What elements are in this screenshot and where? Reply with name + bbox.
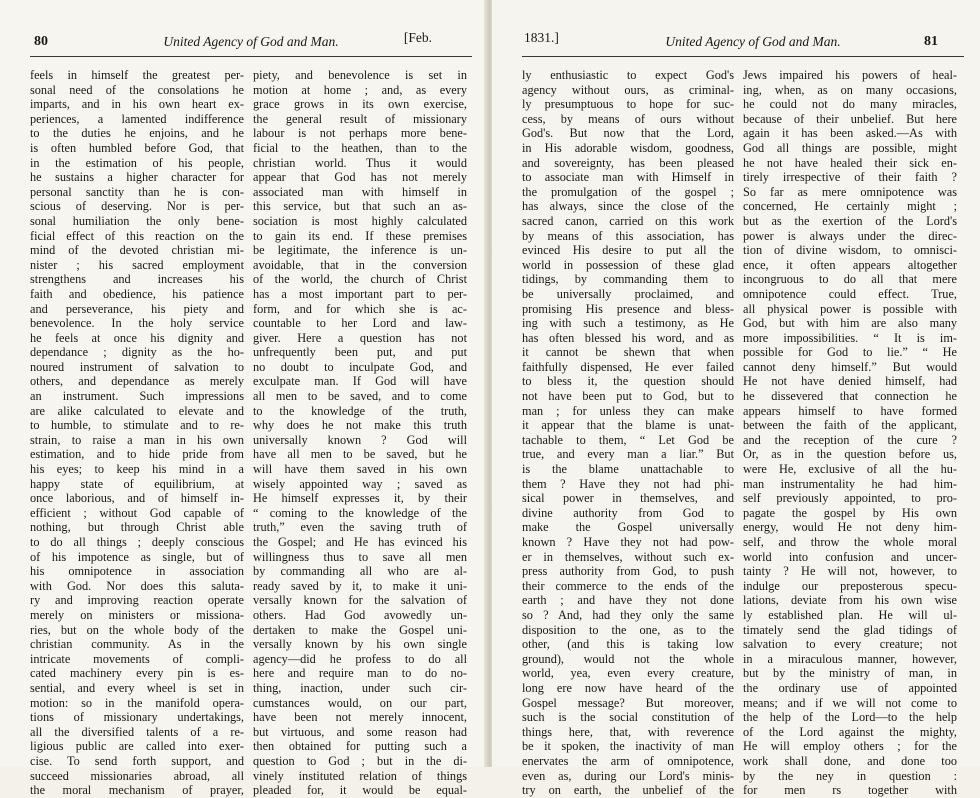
text-line: ficial effect of this reaction on the <box>30 228 244 243</box>
text-line: his eyes; to keep his mind in a <box>30 462 244 477</box>
text-line: agency without ours, as criminal- <box>522 82 734 97</box>
text-line: here and require man to do no- <box>253 666 467 681</box>
text-line: by commanding all who are al- <box>253 564 467 579</box>
text-line: he dissevered that connection he <box>743 389 957 404</box>
text-line: universally known ? God will <box>253 432 467 447</box>
text-line: again it has been asked.—As with <box>743 126 957 141</box>
text-line: imparts, and in his own heart ex- <box>30 97 244 112</box>
text-line: the general result of missionary <box>253 111 467 126</box>
text-line: earth ; and have they not done <box>522 593 734 608</box>
text-line: sacred canon, carried on this work <box>522 213 734 228</box>
text-line: all men to be saved, and to come <box>253 389 467 404</box>
text-line: christian community. As in the <box>30 637 244 652</box>
text-line: in His adorable wisdom, goodness, <box>522 140 734 155</box>
text-line: pagate the gospel by His own <box>743 505 957 520</box>
text-line: He will employ others ; for the <box>743 739 957 754</box>
text-line: pleaded for, it would be equal- <box>253 783 467 798</box>
text-line: this service, but that such an as- <box>253 199 467 214</box>
text-line: will have them saved in his own <box>253 462 467 477</box>
text-line: motion: so in the manifold opera- <box>30 695 244 710</box>
text-line: were He, exclusive of all the hu- <box>743 462 957 477</box>
text-line: more impossibilities. “ It is im- <box>743 330 957 345</box>
text-line: grace grows in its own exercise, <box>253 97 467 112</box>
text-line: has a most important part to per- <box>253 286 467 301</box>
text-line: wisely appointed way ; saved as <box>253 476 467 491</box>
text-line: motion at home ; and, as every <box>253 82 467 97</box>
text-line: he not have healed their sick en- <box>743 155 957 170</box>
text-line: appear that God has not merely <box>253 170 467 185</box>
right-page-column-1 <box>522 68 734 798</box>
text-line: to do all things ; deeply conscious <box>30 535 244 549</box>
text-line: to humble, to stimulate and to re- <box>30 418 244 433</box>
text-line: ly presumptuous to hope for suc- <box>522 97 734 112</box>
text-line: other, (and this is taking low <box>522 637 734 652</box>
text-line: So far as mere omnipotence was <box>743 184 957 199</box>
text-line: it cannot be shewn that when <box>522 345 734 360</box>
text-line: willingness thus to save all men <box>253 549 467 564</box>
text-line: once laborious, and of himself in- <box>30 491 244 506</box>
text-line: of his impotence as single, but of <box>30 549 244 564</box>
text-line: and perseverance, his piety and <box>30 301 244 316</box>
text-line: between the faith of the applicant, <box>743 418 957 433</box>
text-line: of the Lord against the mighty, <box>743 724 957 739</box>
text-line: and the reception of the cure ? <box>743 432 957 447</box>
text-line: in a miraculous manner, however, <box>743 651 957 666</box>
text-line: energy, would He not deny him- <box>743 520 957 535</box>
text-line: world, yea, even every creature, <box>522 666 734 681</box>
text-line: vinely instituted relation of things <box>253 768 467 783</box>
text-line: the help of the Lord—to the help <box>743 710 957 725</box>
text-line: not have been put to God, but to <box>522 389 734 404</box>
text-line: ing with such a testimony, as He <box>522 316 734 331</box>
text-line: ficial to the heathen, than to the <box>253 140 467 155</box>
text-line: press authority from God, to push <box>522 564 734 579</box>
text-line: cise. To send forth support, and <box>30 753 244 768</box>
text-line: God all things are possible, might <box>743 140 957 155</box>
text-line: divine authority from God to <box>522 505 734 520</box>
text-line: indulge our preposterous specu- <box>743 578 957 593</box>
text-line: no doubt to inculpate God, and <box>253 359 467 374</box>
text-line: is the blame unattachable to <box>522 462 734 477</box>
text-line: all physical power is possible with <box>743 301 957 316</box>
text-line: cated machinery every pin is es- <box>30 666 244 681</box>
text-line: countable to her Lord and law- <box>253 316 467 331</box>
text-line: He himself expresses it, by their <box>253 491 467 506</box>
text-line: the ordinary use of appointed <box>743 680 957 695</box>
text-line: to gain its end. If these premises <box>253 228 467 243</box>
text-line: and sovereignty, has been pleased <box>522 155 734 170</box>
text-line: dertaken to make the Gospel uni- <box>253 622 467 637</box>
text-line: er in themselves, without such ex- <box>522 549 734 564</box>
text-line: have been not merely innocent, <box>253 710 467 725</box>
text-line: feels in himself the greatest per- <box>30 68 244 82</box>
text-line: question to God ; but in the di- <box>253 753 467 768</box>
text-line: promising His presence and bless- <box>522 301 734 316</box>
text-line: ries, but on the whole body of the <box>30 622 244 637</box>
text-line: evinced His desire to put all the <box>522 243 734 258</box>
text-line: scious of deserving. Nor is per- <box>30 199 244 214</box>
text-line: the Gospel; and He has evinced his <box>253 535 467 549</box>
text-line: such is the social constitution of <box>522 710 734 725</box>
text-line: nothing, but through Christ able <box>30 520 244 535</box>
text-line: noured instrument of salvation to <box>30 359 244 374</box>
text-line: christian world. Thus it would <box>253 155 467 170</box>
page-number: 81 <box>924 34 938 49</box>
text-line: exculpate man. If God will have <box>253 374 467 389</box>
text-line: personal sanctity than he is con- <box>30 184 244 199</box>
text-line: ry and improving reaction operate <box>30 593 244 608</box>
text-line: piety, and benevolence is set in <box>253 68 467 82</box>
text-line: timately send the glad tidings of <box>743 622 957 637</box>
text-line: has always, since the close of the <box>522 199 734 214</box>
text-line: their commerce to the ends of the <box>522 578 734 593</box>
text-line: mind of the devoted christian mi- <box>30 243 244 258</box>
text-line: self, and throw the whole moral <box>743 535 957 549</box>
text-line: succeed missionaries abroad, all <box>30 768 244 783</box>
text-line: tainty ? He will not, however, to <box>743 564 957 579</box>
text-line: long ere now have heard of the <box>522 680 734 695</box>
text-line: happy state of equilibrium, at <box>30 476 244 491</box>
left-page-column-2 <box>253 68 467 798</box>
text-line: periences, a lamented indifference <box>30 111 244 126</box>
date-tag: [Feb. <box>403 30 432 45</box>
text-line: cannot deny himself.” But would <box>743 359 957 374</box>
text-line: concerned, He certainly might ; <box>743 199 957 214</box>
text-line: unfrequently been put, and put <box>253 345 467 360</box>
text-line: tachable to them, “ Let God be <box>522 432 734 447</box>
text-line: strengthens and increases his <box>30 272 244 287</box>
text-line: dependance ; dignity as the ho- <box>30 345 244 360</box>
text-line: because of their unbelief. But here <box>743 111 957 126</box>
right-page <box>492 0 980 798</box>
text-line: versally known by his own single <box>253 637 467 652</box>
text-line: then obtained for putting such a <box>253 739 467 754</box>
running-title: United Agency of God and Man. <box>665 34 841 49</box>
text-line: ly established plan. He will ul- <box>743 607 957 622</box>
text-line: disposition to the one, as to the <box>522 622 734 637</box>
text-line: sociation is most highly calculated <box>253 213 467 228</box>
text-line: ready saved by it, to make it uni- <box>253 578 467 593</box>
text-line: why does he not make this truth <box>253 418 467 433</box>
header-rule <box>30 56 472 57</box>
text-line: God, but with him are also many <box>743 316 957 331</box>
text-line: he could not do many miracles, <box>743 97 957 112</box>
text-line: with God. Nor does this saluta- <box>30 578 244 593</box>
text-line: his omnipotence in association <box>30 564 244 579</box>
text-line: man ; for unless they can make <box>522 403 734 418</box>
text-line: but virtuous, and some reason had <box>253 724 467 739</box>
text-line: for men rs together with <box>743 783 957 798</box>
text-line: known ? Have they not had pow- <box>522 535 734 549</box>
text-line: sonal need of the consolations he <box>30 82 244 97</box>
text-line: God's. But now that the Lord, <box>522 126 734 141</box>
text-line: try on earth, the unbelief of the <box>522 783 734 798</box>
left-page-column-1 <box>30 68 244 798</box>
text-line: agency—did he profess to do all <box>253 651 467 666</box>
text-line: Jews impaired his powers of heal- <box>743 68 957 82</box>
text-line: all the diversified talents of a re- <box>30 724 244 739</box>
text-line: it appear that the blame is unat- <box>522 418 734 433</box>
text-line: an instrument. Such impressions <box>30 389 244 404</box>
text-line: but as the exertion of the Lord's <box>743 213 957 228</box>
text-line: are alike calculated to elevate and <box>30 403 244 418</box>
text-line: ground), would not the whole <box>522 651 734 666</box>
text-line: omnipotence could effect. True, <box>743 286 957 301</box>
text-line: estimation, and to hide pride from <box>30 447 244 462</box>
text-line: he sustains a higher character for <box>30 170 244 185</box>
running-title: United Agency of God and Man. <box>163 34 339 49</box>
text-line: ing, when, as on many occasions, <box>743 82 957 97</box>
text-line: associated man with himself in <box>253 184 467 199</box>
text-line: to bless it, the question should <box>522 374 734 389</box>
text-line: nister ; his sacred employment <box>30 257 244 272</box>
text-line: ence, it often appears altogether <box>743 257 957 272</box>
date-tag: 1831.] <box>524 30 559 45</box>
text-line: to associate man with Himself in <box>522 170 734 185</box>
text-line: so ? And, had they only the same <box>522 607 734 622</box>
text-line: by means of this association, has <box>522 228 734 243</box>
right-page-header <box>522 30 964 54</box>
text-line: faith and obedience, his patience <box>30 286 244 301</box>
text-line: be universally proclaimed, and <box>522 286 734 301</box>
text-line: self previously appointed, to pro- <box>743 491 957 506</box>
text-line: salvation to every creature; not <box>743 637 957 652</box>
text-line: strain, to raise a man in his own <box>30 432 244 447</box>
text-line: he feels at once his dignity and <box>30 330 244 345</box>
text-line: of the world, the church of Christ <box>253 272 467 287</box>
text-line: power is always under the direc- <box>743 228 957 243</box>
text-line: true, and every man a liar.” But <box>522 447 734 462</box>
text-line: enervates the arm of omnipotence, <box>522 753 734 768</box>
text-line: labour is not perhaps more bene- <box>253 126 467 141</box>
text-line: sical power in themselves, and <box>522 491 734 506</box>
left-page-header <box>30 30 472 54</box>
text-line: benevolence. In the holy service <box>30 316 244 331</box>
text-line: tion of divine wisdom, to omnisci- <box>743 243 957 258</box>
text-line: them ? Have they not had phi- <box>522 476 734 491</box>
text-line: means; and if we will not come to <box>743 695 957 710</box>
left-page <box>0 0 488 798</box>
text-line: possible for God to lie.” “ He <box>743 345 957 360</box>
text-line: tions of missionary undertakings, <box>30 710 244 725</box>
text-line: is often humbled before God, that <box>30 140 244 155</box>
text-line: have all men to be saved, but he <box>253 447 467 462</box>
text-line: world into confusion and uncer- <box>743 549 957 564</box>
text-line: but by the ministry of man, in <box>743 666 957 681</box>
text-line: Or, as in the question before us, <box>743 447 957 462</box>
text-line: cumstances would, on our part, <box>253 695 467 710</box>
text-line: make the Gospel universally <box>522 520 734 535</box>
text-line: He not have denied himself, had <box>743 374 957 389</box>
text-line: things here, that, with reverence <box>522 724 734 739</box>
text-line: “ coming to the knowledge of the <box>253 505 467 520</box>
text-line: truth,” even the saving truth of <box>253 520 467 535</box>
text-line: versally known for the salvation of <box>253 593 467 608</box>
page-number: 80 <box>34 34 48 49</box>
text-line: faithfully dispensed, He ever failed <box>522 359 734 374</box>
text-line: lations, deviate from his own wise <box>743 593 957 608</box>
text-line: has often blessed his word, and as <box>522 330 734 345</box>
text-line: even as, during our Lord's minis- <box>522 768 734 783</box>
text-line: ligious public are called into exer- <box>30 739 244 754</box>
text-line: merely on ministers or missiona- <box>30 607 244 622</box>
header-rule <box>522 56 964 57</box>
text-line: appears himself to have formed <box>743 403 957 418</box>
text-line: incongruous to do all that mere <box>743 272 957 287</box>
text-line: Gospel message? But moreover, <box>522 695 734 710</box>
text-line: the moral mechanism of prayer, <box>30 783 244 798</box>
text-line: to the duties he enjoins, and he <box>30 126 244 141</box>
text-line: by the ney in question : <box>743 768 957 783</box>
text-line: be it spoken, the inactivity of man <box>522 739 734 754</box>
text-line: others, and dependance as merely <box>30 374 244 389</box>
text-line: intricate movements of compli- <box>30 651 244 666</box>
text-line: tidings, by commanding them to <box>522 272 734 287</box>
text-line: sential, and every wheel is set in <box>30 680 244 695</box>
text-line: in the estimation of his people, <box>30 155 244 170</box>
text-line: avoidable, that in the conversion <box>253 257 467 272</box>
text-line: sonal humiliation the only bene- <box>30 213 244 228</box>
text-line: giver. Here a question has not <box>253 330 467 345</box>
text-line: thing, inaction, under such cir- <box>253 680 467 695</box>
text-line: tirely irrespective of their faith ? <box>743 170 957 185</box>
right-page-column-2 <box>743 68 957 798</box>
text-line: form, and for which she is ac- <box>253 301 467 316</box>
text-line: cess, by means of ours without <box>522 111 734 126</box>
text-line: to the knowledge of the truth, <box>253 403 467 418</box>
text-line: be legitimate, the inference is un- <box>253 243 467 258</box>
text-line: others. Had God avowedly un- <box>253 607 467 622</box>
text-line: ly enthusiastic to expect God's <box>522 68 734 82</box>
text-line: work shall done, and done too <box>743 753 957 768</box>
text-line: world in possession of these glad <box>522 257 734 272</box>
text-line: the promulgation of the gospel ; <box>522 184 734 199</box>
text-line: efficient ; without God capable of <box>30 505 244 520</box>
text-line: man instrumentality he had him- <box>743 476 957 491</box>
